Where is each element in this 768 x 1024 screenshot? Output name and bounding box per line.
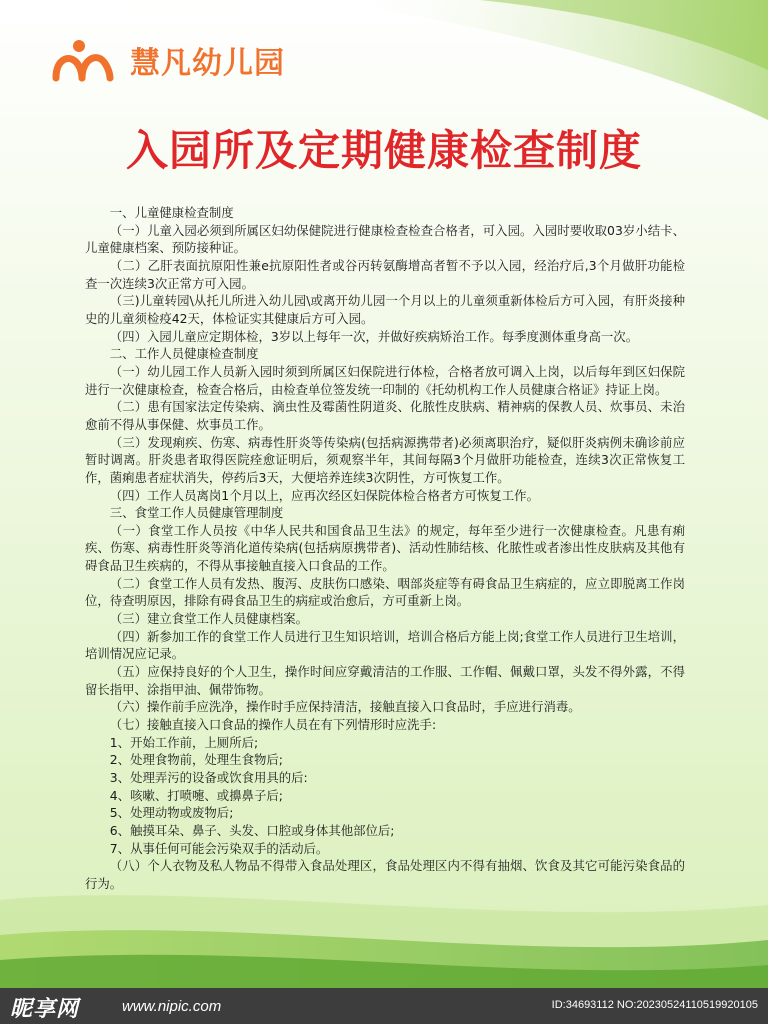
paragraph: 4、咳嗽、打喷嚏、或擤鼻子后; <box>109 787 283 803</box>
watermark-site-name: 昵享网 <box>10 997 80 1022</box>
paragraph: （七）接触直接入口食品的操作人员在有下列情形时应洗手: <box>109 717 437 733</box>
paragraph: 7、从事任何可能会污染双手的活动后。 <box>109 840 329 856</box>
paragraph: （一）食堂工作人员按《中华人民共和国食品卫生法》的规定，每年至少进行一次健康检查。凡患有痢疾、伤寒、病毒性肝炎等消化道传染病(包括病原携带者)、活动性肺结核、化脓性或者渗出性皮肤病及其他有碍食品卫生疾病的，不得从事接触直接入口食品的工作。 <box>85 522 685 574</box>
paragraph: （四）入园儿童应定期体检，3岁以上每年一次，并做好疾病矫治工作。每季度测体重身高一次。 <box>109 328 639 344</box>
paragraph: （六）操作前手应洗净，操作时手应保持清洁，接触直接入口食品时，手应进行消毒。 <box>109 699 581 715</box>
paragraph: （五）应保持良好的个人卫生，操作时间应穿戴清洁的工作服、工作帽、佩戴口罩，头发不得外露，不得留长指甲、涂指甲油、佩带饰物。 <box>85 664 685 697</box>
paragraph: 2、处理食物前，处理生食物后; <box>109 752 283 768</box>
paragraph: （二）食堂工作人员有发热、腹泻、皮肤伤口感染、咽部炎症等有碍食品卫生病症的，应立即脱离工作岗位，待查明原因，排除有碍食品卫生的病症或治愈后，方可重新上岗。 <box>85 575 685 609</box>
paragraph: 二、工作人员健康检查制度 <box>109 346 259 362</box>
paragraph: （三）发现痢疾、伤寒、病毒性肝炎等传染病(包括病源携带者)必须离职治疗，疑似肝炎病例未确诊前应暂时调离。肝炎患者取得医院痊愈证明后，须观察半年，其间每隔3个月做肝功能检查，连续3次正常恢复工作，菌痢患者症状消失，停药后3天，大便培养连续3次阴性，方可恢复工作。 <box>85 434 685 485</box>
paragraph: 3、处理弄污的设备或饮食用具的后: <box>109 770 308 785</box>
kindergarten-logo <box>52 38 285 82</box>
paragraph: 1、开始工作前，上厕所后; <box>109 734 259 750</box>
paragraph: （四）新参加工作的食堂工作人员进行卫生知识培训，培训合格后方能上岗;食堂工作人员进行卫生培训，培训情况应记录。 <box>85 628 685 662</box>
page-title: 入园所及定期健康检查制度 <box>125 126 642 175</box>
brand-name: 慧凡幼儿园 <box>130 46 285 81</box>
paragraph: （二）患有国家法定传染病、滴虫性及霉菌性阴道炎、化脓性皮肤病、精神病的保教人员、炊事员、未治愈前不得从事保健、炊事员工作。 <box>85 399 685 432</box>
logo-icon <box>52 38 120 82</box>
watermark-image-id: ID:34693112 NO:20230524110519920105 <box>551 999 758 1011</box>
paragraph: 5、处理动物或废物后; <box>109 805 234 821</box>
paragraph: 一、儿童健康检查制度 <box>109 205 234 220</box>
paragraph: （八）个人衣物及私人物品不得带入食品处理区，食品处理区内不得有抽烟、饮食及其它可能污染食品的行为。 <box>85 858 685 891</box>
paragraph: （四）工作人员离岗1个月以上，应再次经区妇保院体检合格者方可恢复工作。 <box>109 487 539 503</box>
paragraph: （三)儿童转园\从托儿所进入幼儿园\或离开幼儿园一个月以上的儿童须重新体检后方可入园，有肝炎接种史的儿童须检疫42天，体检证实其健康后方可入园。 <box>85 293 685 326</box>
paragraph: （二）乙肝表面抗原阳性兼e抗原阳性者或谷丙转氨酶增高者暂不予以入园，经治疗后,3个月做肝功能检查一次连续3次正常方可入园。 <box>85 257 685 291</box>
watermark-url: www.nipic.com <box>122 998 222 1015</box>
regulation-body <box>85 204 685 893</box>
paragraph: 6、触摸耳朵、鼻子、头发、口腔或身体其他部位后; <box>109 822 395 838</box>
paragraph: （一）儿童入园必须到所属区妇幼保健院进行健康检查检查合格者，可入园。入园时要收取03岁小结卡、儿童健康档案、预防接种证。 <box>85 222 685 256</box>
paragraph: 三、食堂工作人员健康管理制度 <box>109 505 284 521</box>
paragraph: （一）幼儿园工作人员新入园时须到所属区妇保院进行体检，合格者放可调入上岗，以后每年到区妇保院进行一次健康检查，检查合格后，由检查单位签发统一印制的《托幼机构工作人员健康合格证》持证上岗。 <box>85 363 685 397</box>
paragraph: （三）建立食堂工作人员健康档案。 <box>109 611 309 627</box>
